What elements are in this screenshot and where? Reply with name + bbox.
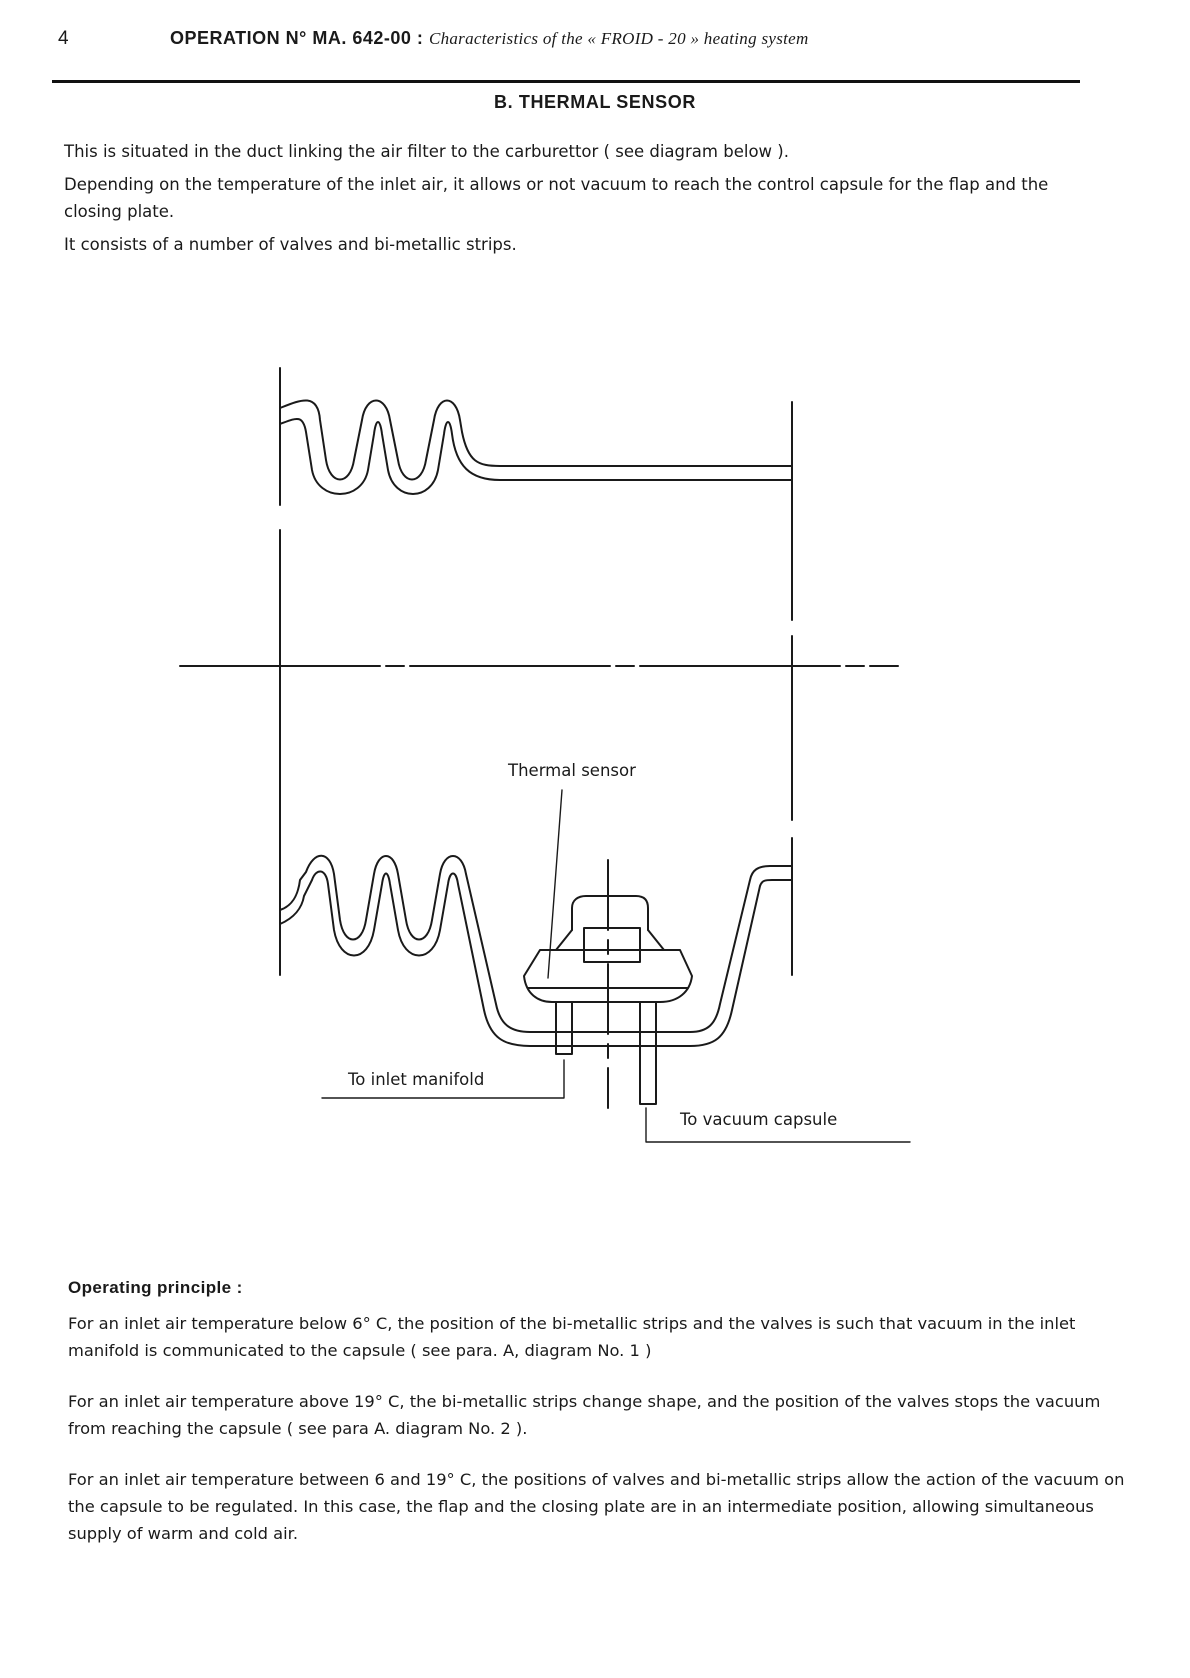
operation-title xyxy=(170,28,809,49)
lower-corrugation-inner xyxy=(280,871,792,1046)
operation-number: OPERATION N° MA. 642-00 : xyxy=(170,28,424,48)
section-title: B. THERMAL SENSOR xyxy=(494,92,696,112)
sensor-core xyxy=(584,928,640,962)
page-header xyxy=(58,24,1120,54)
intro-paragraph: Depending on the temperature of the inlet air, it allows or not vacuum to reach the control capsule for the flap and the closing plate. xyxy=(64,175,1049,221)
sensor-leader xyxy=(548,790,562,978)
operating-principle-heading: Operating principle : xyxy=(68,1278,243,1297)
sensor-base xyxy=(524,950,692,1002)
header-rule xyxy=(52,80,1080,83)
lower-corrugation-outer xyxy=(280,856,792,1032)
vacuum-leader xyxy=(646,1108,910,1142)
label-thermal-sensor: Thermal sensor xyxy=(508,761,636,780)
operating-paragraph: For an inlet air temperature below 6° C, the position of the bi-metallic strips and the valves is such that vacuum in the inlet manifold is communicated to the capsule ( see para. A, diagram No. 1 ) xyxy=(68,1314,1076,1360)
pipe-left xyxy=(556,1002,572,1054)
sensor-cap xyxy=(572,896,648,930)
intro-text xyxy=(64,138,1094,264)
label-vacuum-capsule: To vacuum capsule xyxy=(680,1110,838,1129)
intro-paragraph: This is situated in the duct linking the air filter to the carburettor ( see diagram below ). xyxy=(64,142,789,161)
upper-corrugation-outer xyxy=(280,400,792,479)
pipe-right xyxy=(640,1002,656,1104)
label-inlet-manifold: To inlet manifold xyxy=(348,1070,485,1089)
operation-subtitle: Characteristics of the « FROID - 20 » heating system xyxy=(428,29,809,48)
upper-corrugation-inner xyxy=(280,419,792,494)
inlet-leader xyxy=(322,1060,564,1098)
intro-paragraph: It consists of a number of valves and bi-metallic strips. xyxy=(64,235,517,254)
operating-principle-text xyxy=(68,1310,1128,1571)
page-number: 4 xyxy=(58,28,69,49)
sensor-shoulder xyxy=(556,930,664,950)
operating-paragraph: For an inlet air temperature between 6 and 19° C, the positions of valves and bi-metallic strips allow the action of the vacuum on the capsule to be regulated. In this case, the flap and the closing plate are in an intermediate position, allowing simultaneous supply of warm and cold air. xyxy=(68,1470,1125,1543)
operating-paragraph: For an inlet air temperature above 19° C, the bi-metallic strips change shape, and the position of the valves stops the vacuum from reaching the capsule ( see para A. diagram No. 2 ). xyxy=(68,1392,1101,1438)
